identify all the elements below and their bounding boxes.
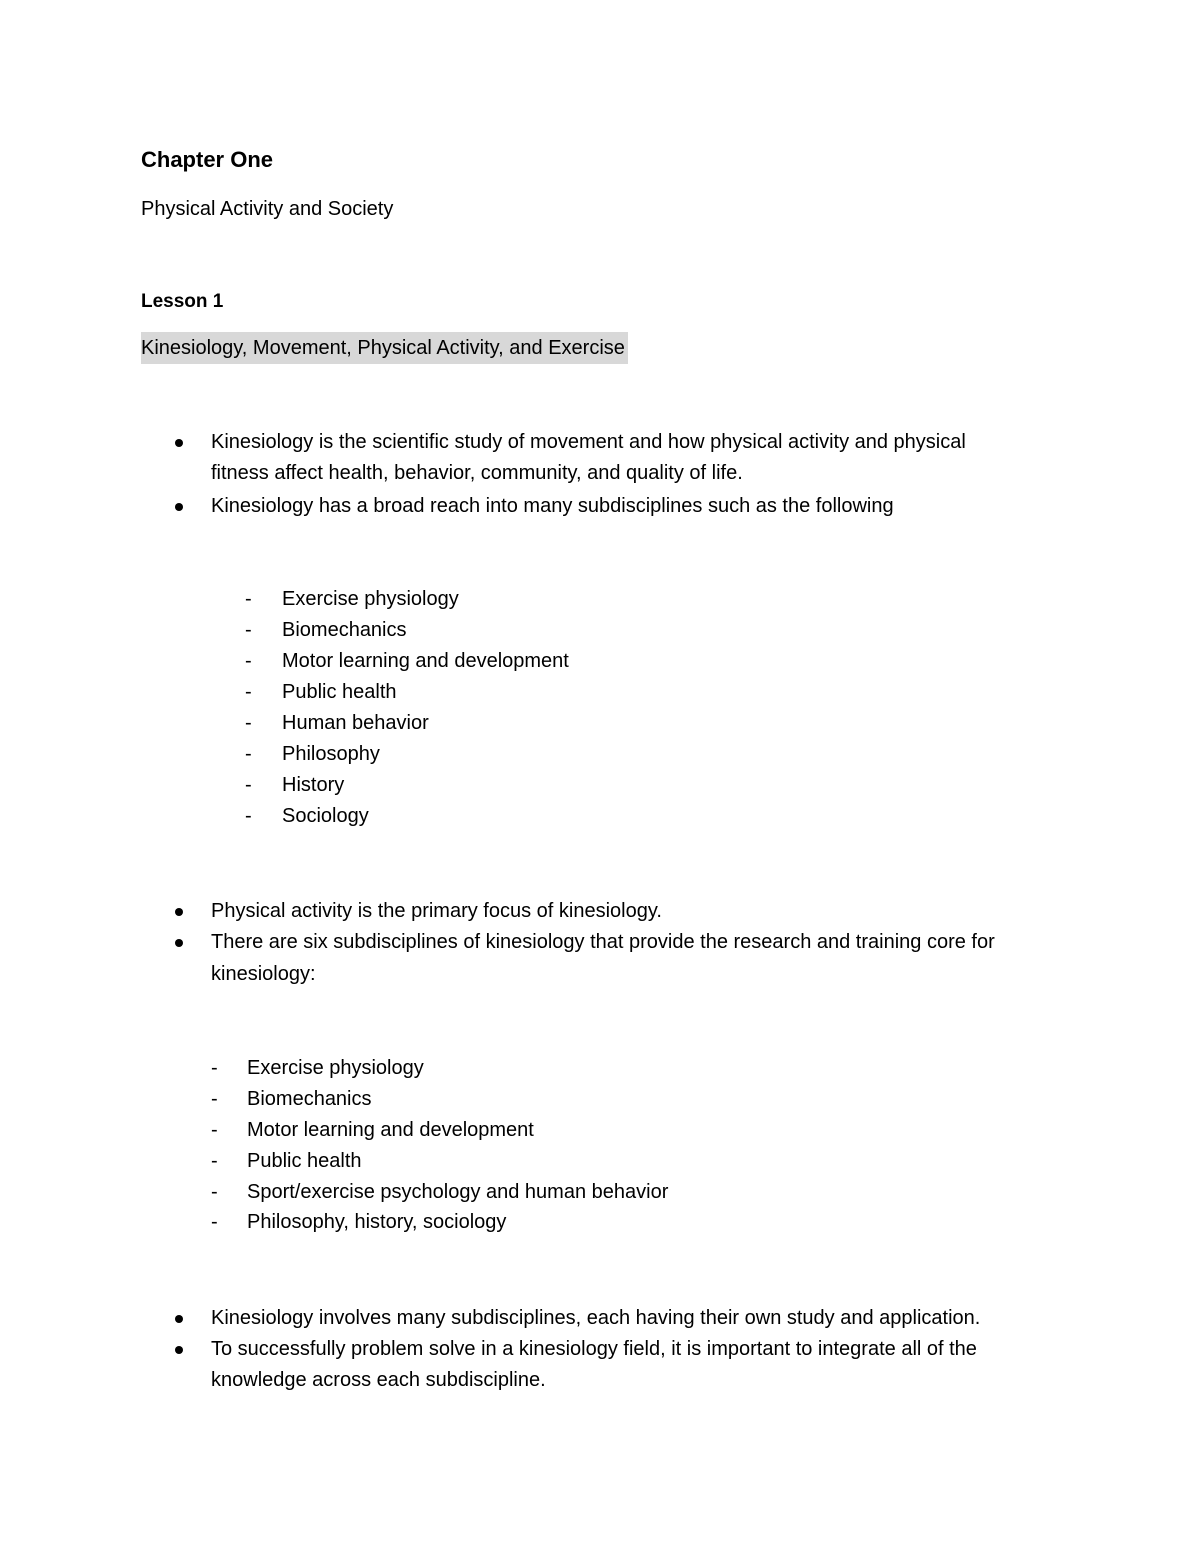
list-item: Motor learning and development [282, 650, 569, 672]
dash-marker: - [245, 619, 252, 641]
list-item: Philosophy [282, 743, 380, 765]
dash-marker: - [211, 1211, 218, 1233]
dash-marker: - [245, 774, 252, 796]
dash-marker: - [245, 743, 252, 765]
chapter-title: Chapter One [141, 147, 274, 172]
list-item: Motor learning and development [247, 1119, 534, 1141]
dash-marker: - [245, 681, 252, 703]
bullet-line: Physical activity is the primary focus of kinesiology. [211, 900, 662, 922]
bullet-line: fitness affect health, behavior, community, and quality of life. [211, 462, 743, 484]
bullet-dot-icon [175, 1346, 183, 1354]
list-item: Biomechanics [282, 619, 407, 641]
dash-marker: - [211, 1119, 218, 1141]
list-item: Philosophy, history, sociology [247, 1211, 507, 1233]
list-item: Human behavior [282, 712, 429, 734]
list-item: Exercise physiology [282, 588, 459, 610]
bullet-line: knowledge across each subdiscipline. [211, 1369, 546, 1391]
list-item: Public health [247, 1150, 362, 1172]
dash-marker: - [211, 1088, 218, 1110]
list-item: Public health [282, 681, 397, 703]
dash-marker: - [245, 650, 252, 672]
list-item: Exercise physiology [247, 1057, 424, 1079]
bullet-line: To successfully problem solve in a kinesiology field, it is important to integrate all of the [211, 1338, 977, 1360]
list-item: Sport/exercise psychology and human behavior [247, 1181, 669, 1203]
lesson-topic-highlighted: Kinesiology, Movement, Physical Activity, and Exercise [141, 332, 628, 364]
bullet-dot-icon [175, 1315, 183, 1323]
bullet-dot-icon [175, 503, 183, 511]
dash-marker: - [245, 805, 252, 827]
list-item: Biomechanics [247, 1088, 372, 1110]
bullet-dot-icon [175, 908, 183, 916]
bullet-line: Kinesiology has a broad reach into many subdisciplines such as the following [211, 495, 894, 517]
dash-marker: - [211, 1181, 218, 1203]
dash-marker: - [211, 1057, 218, 1079]
bullet-line: Kinesiology is the scientific study of movement and how physical activity and physical [211, 431, 966, 453]
lesson-label: Lesson 1 [141, 291, 224, 312]
bullet-dot-icon [175, 939, 183, 947]
dash-marker: - [245, 712, 252, 734]
list-item: History [282, 774, 345, 796]
bullet-line: kinesiology: [211, 963, 316, 985]
dash-marker: - [245, 588, 252, 610]
bullet-line: There are six subdisciplines of kinesiology that provide the research and training core for [211, 931, 995, 953]
bullet-dot-icon [175, 439, 183, 447]
list-item: Sociology [282, 805, 369, 827]
dash-marker: - [211, 1150, 218, 1172]
chapter-subtitle: Physical Activity and Society [141, 198, 394, 220]
bullet-line: Kinesiology involves many subdisciplines, each having their own study and application. [211, 1307, 981, 1329]
